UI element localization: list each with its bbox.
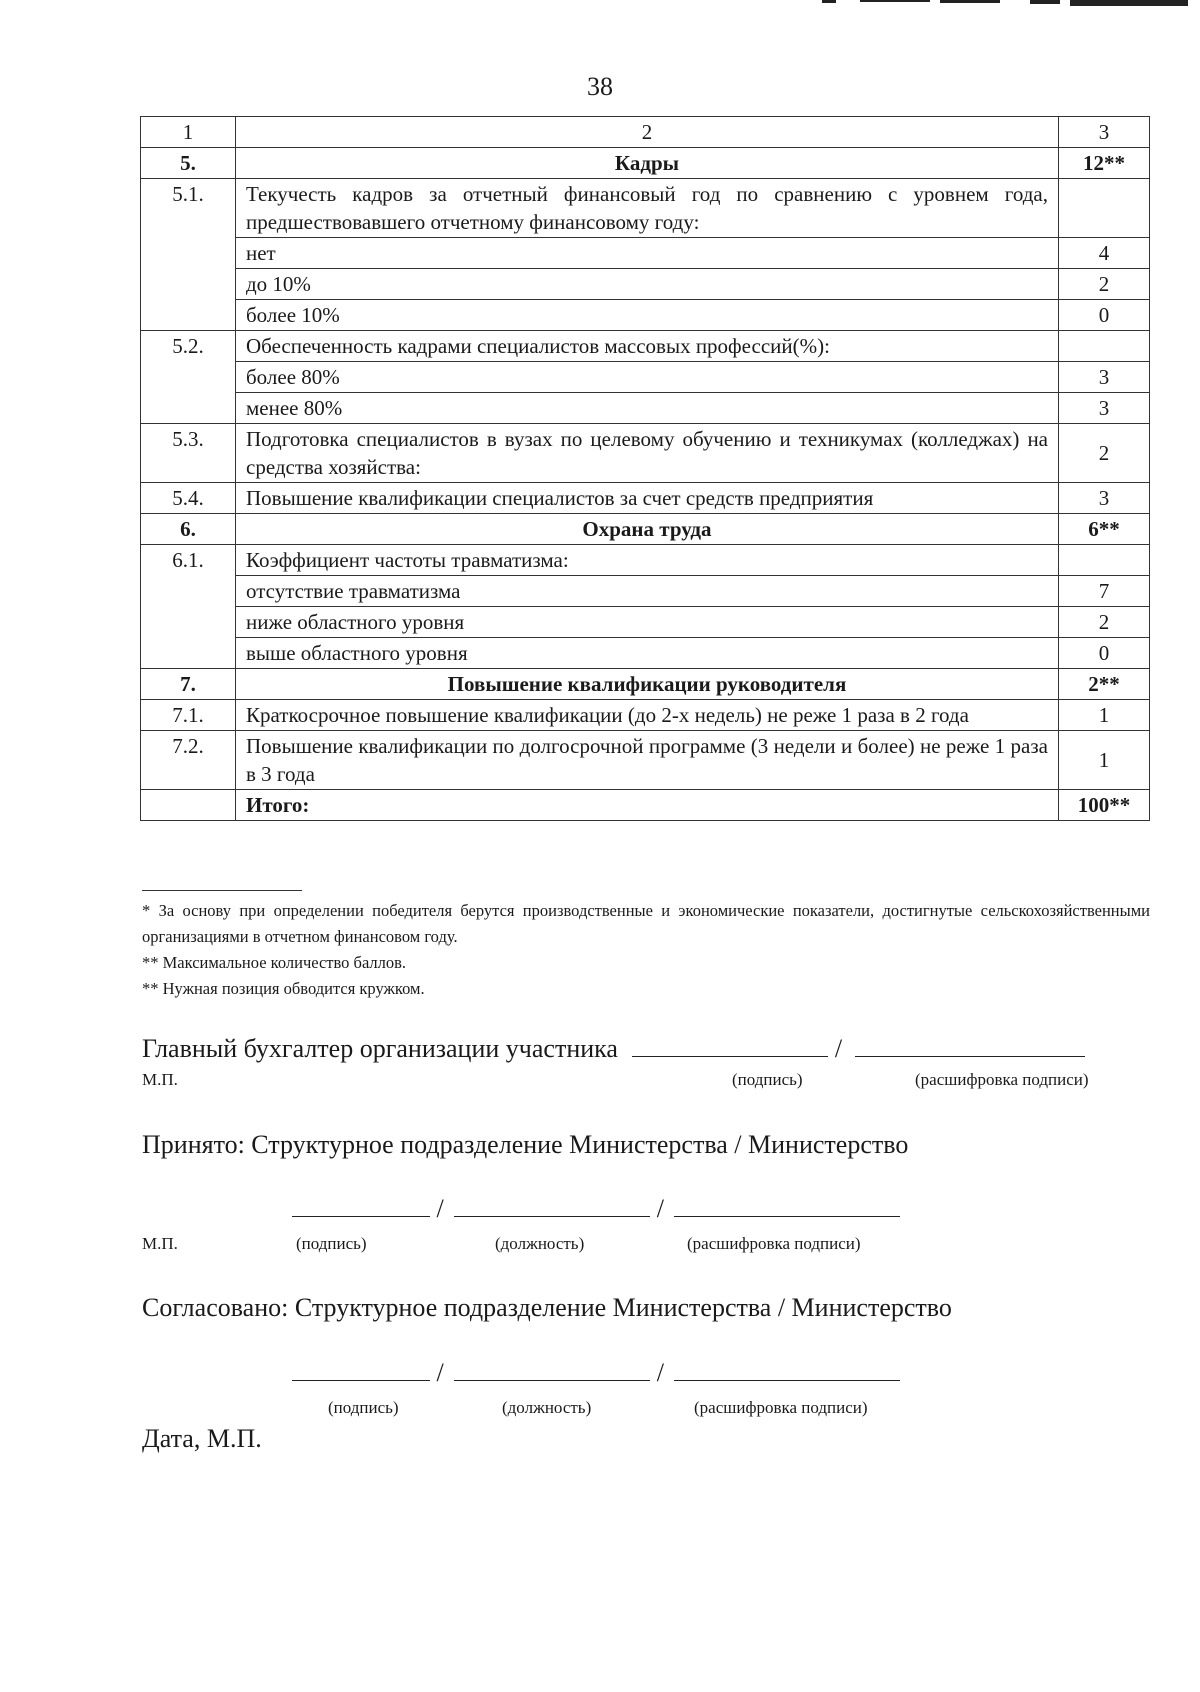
row-score: 2 (1059, 269, 1150, 300)
row-number: 5.1. (141, 179, 236, 331)
row-description: до 10% (236, 269, 1059, 300)
row-description: Текучесть кадров за отчетный финансовый год по сравнению с уровнем года, предшествовавшего отчетному финансовому году: (236, 179, 1059, 238)
accepted-signature-caption: (подпись) (296, 1234, 367, 1253)
row-number: 5. (141, 148, 236, 179)
accountant-signature-blank[interactable] (632, 1034, 828, 1057)
footnote-1: * За основу при определении победителя берутся производственные и экономические показатели, достигнутые сельскохозяйственными организациями в отчетном финансовом году. (142, 901, 1150, 946)
table-row (141, 179, 1150, 238)
row-number: 6.1. (141, 545, 236, 669)
accepted-position-caption: (должность) (495, 1234, 585, 1253)
agreed-label: Согласовано: Структурное подразделение Министерства / Министерство (142, 1293, 952, 1322)
table-header-row (141, 117, 1150, 148)
accepted-label: Принято: Структурное подразделение Министерства / Министерство (142, 1130, 909, 1159)
table-row (141, 638, 1150, 669)
accepted-decoding-caption: (расшифровка подписи) (687, 1234, 861, 1253)
accountant-signature-line (142, 1034, 1085, 1064)
accountant-signature-caption: (подпись) (732, 1070, 803, 1089)
row-description: менее 80% (236, 393, 1059, 424)
table-row (141, 607, 1150, 638)
table-row (141, 545, 1150, 576)
row-description: ниже областного уровня (236, 607, 1059, 638)
row-score (1059, 545, 1150, 576)
accepted-signature-blank[interactable] (292, 1194, 430, 1217)
table-row (141, 700, 1150, 731)
accountant-stamp: М.П. (142, 1070, 178, 1089)
agreed-signature-line (292, 1358, 900, 1388)
page-number: 38 (587, 72, 613, 101)
scan-artifact (820, 0, 1200, 8)
agreed-decoding-caption: (расшифровка подписи) (694, 1398, 868, 1417)
table-row (141, 331, 1150, 362)
row-number: 6. (141, 514, 236, 545)
row-description: более 80% (236, 362, 1059, 393)
accepted-separator-2: / (656, 1194, 664, 1223)
table-row (141, 300, 1150, 331)
accepted-position-blank[interactable] (454, 1194, 650, 1217)
row-description: Итого: (236, 790, 1059, 821)
agreed-separator-1: / (436, 1358, 444, 1387)
agreed-separator-2: / (656, 1358, 664, 1387)
row-score: 4 (1059, 238, 1150, 269)
scores-table (140, 116, 1150, 821)
agreed-signature-caption: (подпись) (328, 1398, 399, 1417)
row-score: 3 (1059, 483, 1150, 514)
row-number: 7. (141, 669, 236, 700)
row-number: 5.2. (141, 331, 236, 424)
row-score: 100** (1059, 790, 1150, 821)
row-number: 7.2. (141, 731, 236, 790)
row-number: 5.4. (141, 483, 236, 514)
row-description: Охрана труда (236, 514, 1059, 545)
section-row (141, 669, 1150, 700)
row-number: 7.1. (141, 700, 236, 731)
footnotes (142, 898, 1150, 1002)
row-score: 0 (1059, 638, 1150, 669)
agreed-signature-blank[interactable] (292, 1358, 430, 1381)
table-row (141, 393, 1150, 424)
row-score: 3 (1059, 362, 1150, 393)
row-score (1059, 179, 1150, 238)
table-row (141, 576, 1150, 607)
row-number: 5.3. (141, 424, 236, 483)
header-col-3: 3 (1059, 117, 1150, 148)
row-score: 2 (1059, 607, 1150, 638)
accepted-signature-line (292, 1194, 900, 1224)
table-row (141, 269, 1150, 300)
header-col-1: 1 (141, 117, 236, 148)
row-number (141, 790, 236, 821)
row-score: 6** (1059, 514, 1150, 545)
row-description: Повышение квалификации специалистов за счет средств предприятия (236, 483, 1059, 514)
section-row (141, 514, 1150, 545)
footnote-2: ** Максимальное количество баллов. (142, 953, 407, 972)
agreed-position-blank[interactable] (454, 1358, 650, 1381)
row-score (1059, 331, 1150, 362)
accepted-stamp: М.П. (142, 1234, 178, 1253)
row-score: 2** (1059, 669, 1150, 700)
table-row (141, 731, 1150, 790)
row-score: 3 (1059, 393, 1150, 424)
row-score: 0 (1059, 300, 1150, 331)
accountant-decoding-caption: (расшифровка подписи) (915, 1070, 1089, 1089)
row-score: 12** (1059, 148, 1150, 179)
row-description: Коэффициент частоты травматизма: (236, 545, 1059, 576)
row-description: Повышение квалификации руководителя (236, 669, 1059, 700)
row-description: более 10% (236, 300, 1059, 331)
accountant-decoding-blank[interactable] (855, 1034, 1085, 1057)
total-row (141, 790, 1150, 821)
row-description: Повышение квалификации по долгосрочной программе (3 недели и более) не реже 1 раза в 3 года (236, 731, 1059, 790)
accepted-decoding-blank[interactable] (674, 1194, 900, 1217)
table-row (141, 483, 1150, 514)
accountant-label: Главный бухгалтер организации участника (142, 1034, 618, 1063)
accountant-separator: / (834, 1034, 843, 1063)
table-row (141, 362, 1150, 393)
row-score: 7 (1059, 576, 1150, 607)
footnote-3: ** Нужная позиция обводится кружком. (142, 979, 425, 998)
table-row (141, 424, 1150, 483)
footnote-divider (142, 890, 302, 891)
row-description: выше областного уровня (236, 638, 1059, 669)
row-description: Подготовка специалистов в вузах по целевому обучению и техникумах (колледжах) на средства хозяйства: (236, 424, 1059, 483)
row-description: нет (236, 238, 1059, 269)
accepted-separator-1: / (436, 1194, 444, 1223)
row-score: 1 (1059, 731, 1150, 790)
table-row (141, 238, 1150, 269)
row-description: Краткосрочное повышение квалификации (до 2-х недель) не реже 1 раза в 2 года (236, 700, 1059, 731)
row-description: Обеспеченность кадрами специалистов массовых профессий(%): (236, 331, 1059, 362)
agreed-decoding-blank[interactable] (674, 1358, 900, 1381)
agreed-position-caption: (должность) (502, 1398, 592, 1417)
row-score: 2 (1059, 424, 1150, 483)
date-stamp: Дата, М.П. (142, 1424, 262, 1453)
header-col-2: 2 (236, 117, 1059, 148)
row-score: 1 (1059, 700, 1150, 731)
row-description: Кадры (236, 148, 1059, 179)
row-description: отсутствие травматизма (236, 576, 1059, 607)
section-row (141, 148, 1150, 179)
